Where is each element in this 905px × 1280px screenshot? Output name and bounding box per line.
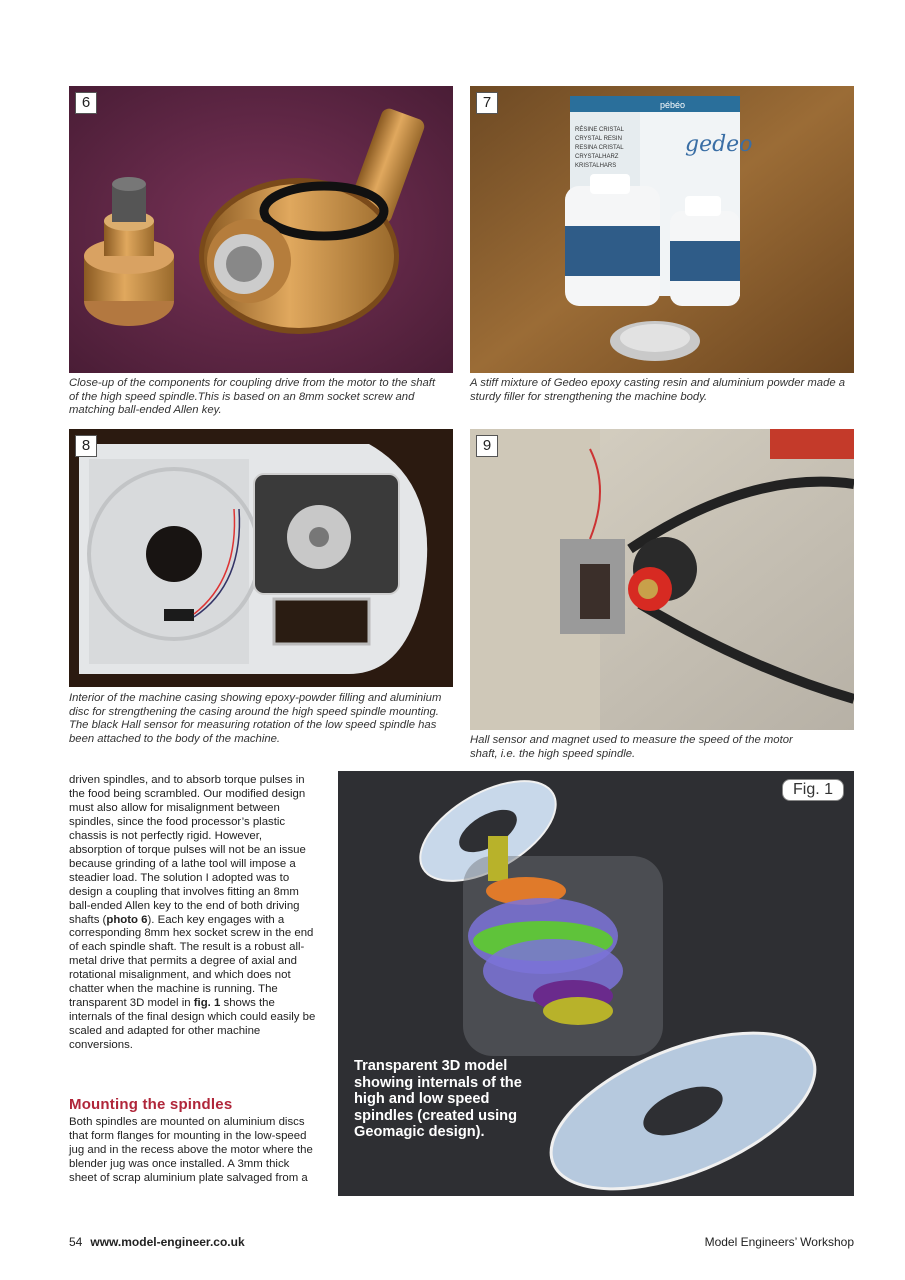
figure-label: Fig. 1 [782, 779, 844, 801]
box-line-5: KRISTALHARS [575, 163, 617, 169]
box-line-4: CRYSTALHARZ [575, 154, 619, 160]
para1-part-c: shows the internals of the final design which could easily be scaled and adapted for other machine conversions. [69, 997, 316, 1052]
resin-and-powder-image [470, 86, 854, 373]
photo-number: 7 [476, 92, 498, 114]
photo-9 [470, 429, 854, 730]
photo-number: 9 [476, 435, 498, 457]
photo-reference: photo 6 [106, 913, 148, 926]
coupling-components-image [69, 86, 453, 373]
box-maker-text: pébéo [660, 100, 686, 110]
article-paragraph-2: Both spindles are mounted on aluminium discs that form flanges for mounting in the low-speed jug and in the recess above the motor where the blender jug was once installed. A 3mm thick sheet of scrap aluminium plate salvaged from a [69, 1116, 313, 1184]
section-heading: Mounting the spindles [69, 1096, 233, 1113]
photo-8 [69, 429, 453, 687]
photo-9-caption: Hall sensor and magnet used to measure the speed of the motor shaft, i.e. the high speed spindle. [470, 734, 793, 760]
machine-casing-image [69, 429, 453, 687]
photo-8-caption: Interior of the machine casing showing epoxy-powder filling and aluminium disc for strengthening the casing around the high speed spindle mounting. The black Hall sensor for measuring rotation of the low speed spindle has been attached to the body of the machine. [69, 692, 442, 745]
figure-caption: Transparent 3D model showing internals of the high and low speed spindles (created using Geomagic design). [354, 1058, 522, 1141]
article-text-column [69, 774, 317, 1053]
box-line-1: RÉSINE CRISTAL [575, 127, 624, 133]
website-link[interactable]: www.model-engineer.co.uk [90, 1235, 245, 1249]
photo-number: 6 [75, 92, 97, 114]
photo-7-caption: A stiff mixture of Gedeo epoxy casting resin and aluminium powder made a sturdy filler for strengthening the machine body. [470, 377, 846, 403]
box-line-3: RESINA CRISTAL [575, 145, 624, 151]
article-paragraph [69, 774, 317, 1053]
magazine-title: Model Engineers’ Workshop [704, 1235, 854, 1249]
photo-number: 8 [75, 435, 97, 457]
footer-left [69, 1235, 245, 1249]
photo-7 [470, 86, 854, 373]
box-brand-text: gedeo [685, 132, 753, 157]
photo-6-caption: Close-up of the components for coupling drive from the motor to the shaft of the high speed spindle.This is based on an 8mm socket screw and matching ball-ended Allen key. [69, 377, 436, 417]
page-number: 54 [69, 1235, 83, 1249]
photo-6 [69, 86, 453, 373]
box-line-2: CRYSTAL RESIN [575, 136, 622, 142]
figure-1 [338, 771, 854, 1196]
para1-part-b: ). Each key engages with a corresponding 8mm hex socket screw in the end of each spindle shaft. The result is a robust all-metal drive that permits a degree of axial and rotational misalignment, and which does not chatter when the machine is running. The transparent 3D model in [69, 913, 314, 1010]
para1-part-a: driven spindles, and to absorb torque pulses in the food being scrambled. Our modified design must also allow for misalignment between spindles, since the food processor’s plastic chassis is not perfectly rigid. However, absorption of torque pulses will not be an issue because grinding of a lathe tool will impose a steadier load. The solution I adopted was to design a coupling that involves fitting an 8mm ball-ended Allen key to the end of both driving shafts ( [69, 774, 306, 926]
hall-sensor-image [470, 429, 854, 730]
figure-reference: fig. 1 [193, 997, 221, 1010]
